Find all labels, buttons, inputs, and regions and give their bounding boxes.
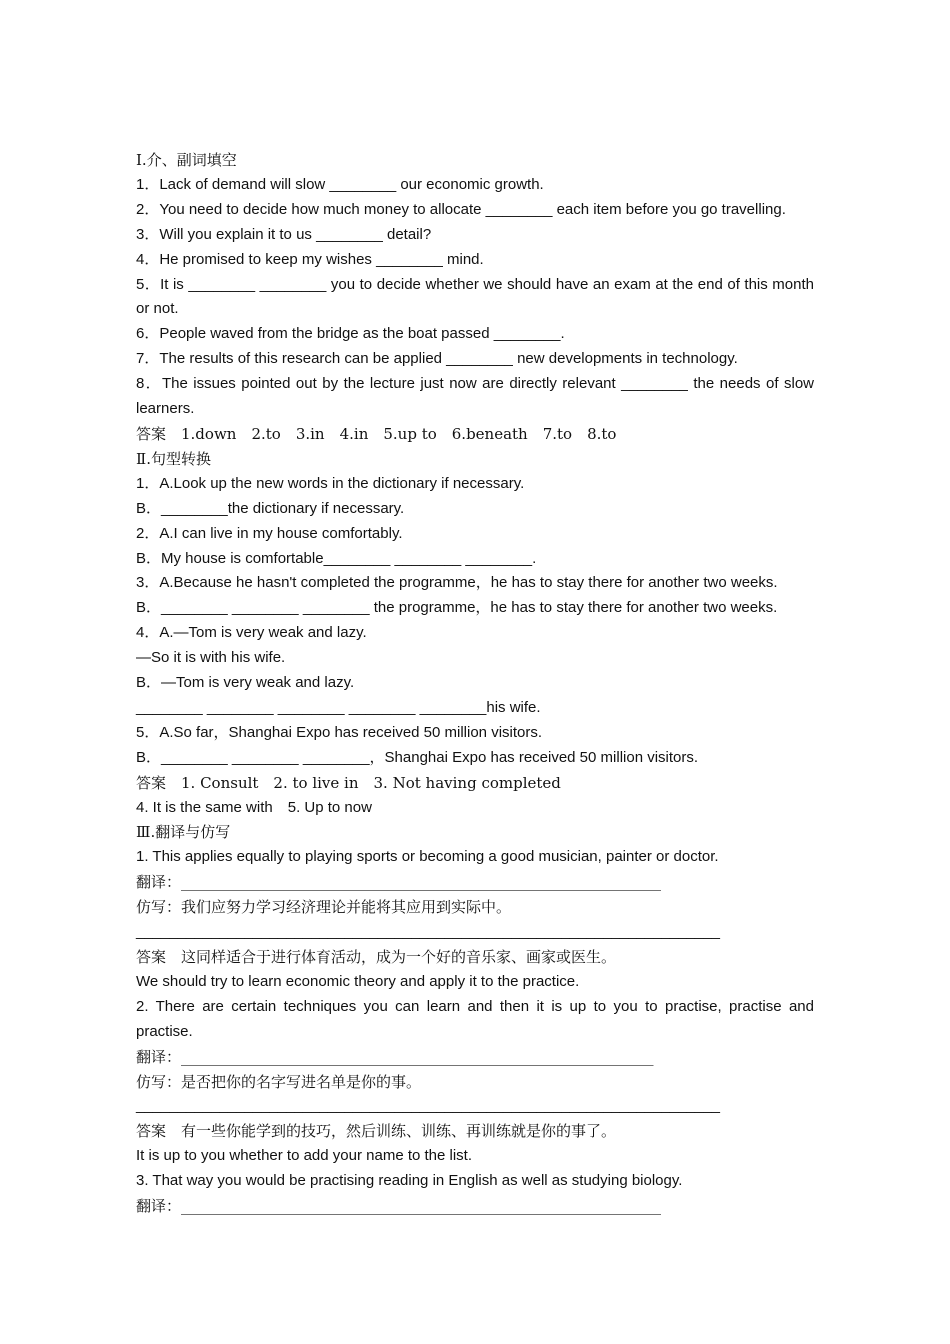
question-1-1: 1．Lack of demand will slow ________ our economic growth.	[136, 175, 544, 193]
transform-line: 3．A.Because he hasn't completed the programme，he has to stay there for another two weeks.	[136, 574, 778, 592]
translation-sentence-2: 2. There are certain techniques you can learn and then it is up to you to practise, practise and practise.	[136, 997, 814, 1040]
translation-blank-1: 翻译：________________________________________________________________	[136, 873, 662, 892]
question-1-7: 7．The results of this research can be applied ________ new developments in technology.	[136, 350, 738, 368]
imitation-answer-1: We should try to learn economic theory and apply it to the practice.	[136, 972, 580, 990]
section-2-answer: 答案 1. Consult 2. to live in 3. Not having completed	[136, 773, 561, 792]
imitation-prompt-2: 仿写：是否把你的名字写进名单是你的事。	[136, 1072, 422, 1091]
section-1-heading: Ⅰ.介、副词填空	[136, 151, 237, 169]
question-1-5: 5．It is ________ ________ you to decide whether we should have an exam at the end of this month or not.	[136, 275, 814, 318]
imitation-answer-2: It is up to you whether to add your name to the list.	[136, 1147, 473, 1165]
question-1-8: 8．The issues pointed out by the lecture just now are directly relevant ________ the needs of slow learners.	[136, 375, 814, 418]
transform-line: B．—Tom is very weak and lazy.	[136, 674, 355, 692]
translation-blank-2: 翻译：_______________________________________________________________	[136, 1047, 654, 1066]
transform-line: 2．A.I can live in my house comfortably.	[136, 524, 403, 542]
transform-line: 1．A.Look up the new words in the dictionary if necessary.	[136, 474, 525, 492]
translation-sentence-3: 3. That way you would be practising reading in English as well as studying biology.	[136, 1172, 683, 1190]
imitation-blank-1: ______________________________________________________________________	[136, 923, 720, 941]
section-1-answer: 答案 1.down 2.to 3.in 4.in 5.up to 6.beneath 7.to 8.to	[136, 424, 617, 443]
transform-line: 5．A.So far，Shanghai Expo has received 50 million visitors.	[136, 723, 543, 741]
section-2-answer-continued: 4. It is the same with 5. Up to now	[136, 798, 372, 816]
transform-line: 4．A.—Tom is very weak and lazy.	[136, 624, 367, 642]
translation-sentence-1: 1. This applies equally to playing sports or becoming a good musician, painter or doctor.	[136, 848, 719, 866]
transform-line: B．________ ________ ________ the programme，he has to stay there for another two weeks.	[136, 599, 778, 617]
transform-line: —So it is with his wife.	[136, 649, 286, 667]
imitation-blank-2: ______________________________________________________________________	[136, 1097, 720, 1115]
question-1-6: 6．People waved from the bridge as the boat passed ________.	[136, 325, 565, 343]
translation-answer-1: 答案 这同样适合于进行体育活动，成为一个好的音乐家、画家或医生。	[136, 948, 617, 966]
question-1-3: 3．Will you explain it to us ________ detail?	[136, 225, 432, 243]
transform-line: B．My house is comfortable________ ________ ________.	[136, 549, 537, 567]
question-1-4: 4．He promised to keep my wishes ________ mind.	[136, 250, 484, 268]
section-3-heading: Ⅲ.翻译与仿写	[136, 823, 231, 842]
question-1-2: 2．You need to decide how much money to allocate ________ each item before you go travelling.	[136, 200, 786, 218]
section-2-heading: Ⅱ.句型转换	[136, 449, 211, 468]
translation-answer-2: 答案 有一些你能学到的技巧，然后训练、训练、再训练就是你的事了。	[136, 1122, 617, 1141]
imitation-prompt-1: 仿写：我们应努力学习经济理论并能将其应用到实际中。	[136, 898, 512, 917]
transform-line: B．________ ________ ________，Shanghai Expo has received 50 million visitors.	[136, 748, 699, 766]
transform-line: ________ ________ ________ ________ ________his wife.	[136, 698, 541, 716]
worksheet-content	[136, 148, 814, 1219]
transform-line: B．________the dictionary if necessary.	[136, 499, 405, 517]
translation-blank-3: 翻译：________________________________________________________________	[136, 1197, 662, 1216]
